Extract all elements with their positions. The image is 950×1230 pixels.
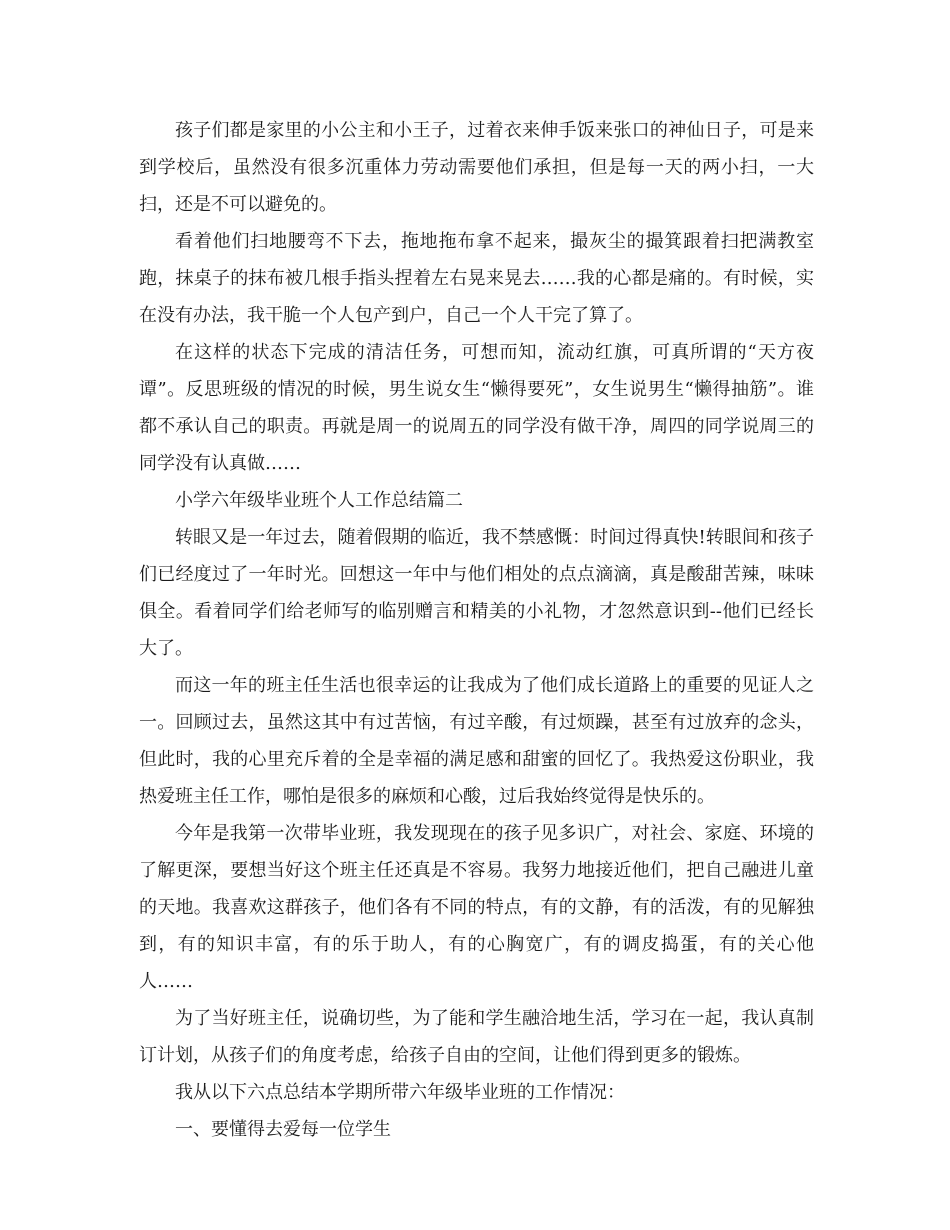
subsection-heading: 一、要懂得去爱每一位学生 [175, 1119, 391, 1140]
section-heading: 小学六年级毕业班个人工作总结篇二 [175, 490, 463, 511]
paragraph: 看着他们扫地腰弯不下去，拖地拖布拿不起来，撮灰尘的撮箕跟着扫把满教室跑，抹桌子的抹布被几根手指头捏着左右晃来晃去……我的心都是痛的。有时候，实在没有办法，我干脆一个人包产到户，自己一个人干完了算了。 [139, 231, 814, 326]
paragraph: 在这样的状态下完成的清洁任务，可想而知，流动红旗，可真所谓的“天方夜谭”。反思班级的情况的时候，男生说女生“懒得要死”，女生说男生“懒得抽筋”。谁都不承认自己的职责。再就是周一的说周五的同学没有做干净，周四的同学说周三的同学没有认真做…… [139, 342, 814, 474]
paragraph: 而这一年的班主任生活也很幸运的让我成为了他们成长道路上的重要的见证人之一。回顾过去，虽然这其中有过苦恼，有过辛酸，有过烦躁，甚至有过放弃的念头，但此时，我的心里充斥着的全是幸福的满足感和甜蜜的回忆了。我热爱这份职业，我热爱班主任工作，哪怕是很多的麻烦和心酸，过后我始终觉得是快乐的。 [139, 675, 814, 807]
paragraph: 为了当好班主任，说确切些，为了能和学生融洽地生活，学习在一起，我认真制订计划，从孩子们的角度考虑，给孩子自由的空间，让他们得到更多的锻炼。 [139, 1008, 814, 1066]
paragraph: 今年是我第一次带毕业班，我发现现在的孩子见多识广，对社会、家庭、环境的了解更深，要想当好这个班主任还真是不容易。我努力地接近他们，把自己融进儿童的天地。我喜欢这群孩子，他们各有不同的特点，有的文静，有的活泼，有的见解独到，有的知识丰富，有的乐于助人，有的心胸宽广，有的调皮捣蛋，有的关心他人…… [139, 823, 814, 992]
paragraph: 转眼又是一年过去，随着假期的临近，我不禁感慨：时间过得真快!转眼间和孩子们已经度过了一年时光。回想这一年中与他们相处的点点滴滴，真是酸甜苦辣，味味俱全。看着同学们给老师写的临别赠言和精美的小礼物，才忽然意识到--他们已经长大了。 [139, 527, 814, 659]
paragraph: 孩子们都是家里的小公主和小王子，过着衣来伸手饭来张口的神仙日子，可是来到学校后，虽然没有很多沉重体力劳动需要他们承担，但是每一天的两小扫，一大扫，还是不可以避免的。 [139, 120, 814, 215]
document-body [139, 112, 814, 1148]
paragraph: 我从以下六点总结本学期所带六年级毕业班的工作情况： [175, 1082, 625, 1103]
